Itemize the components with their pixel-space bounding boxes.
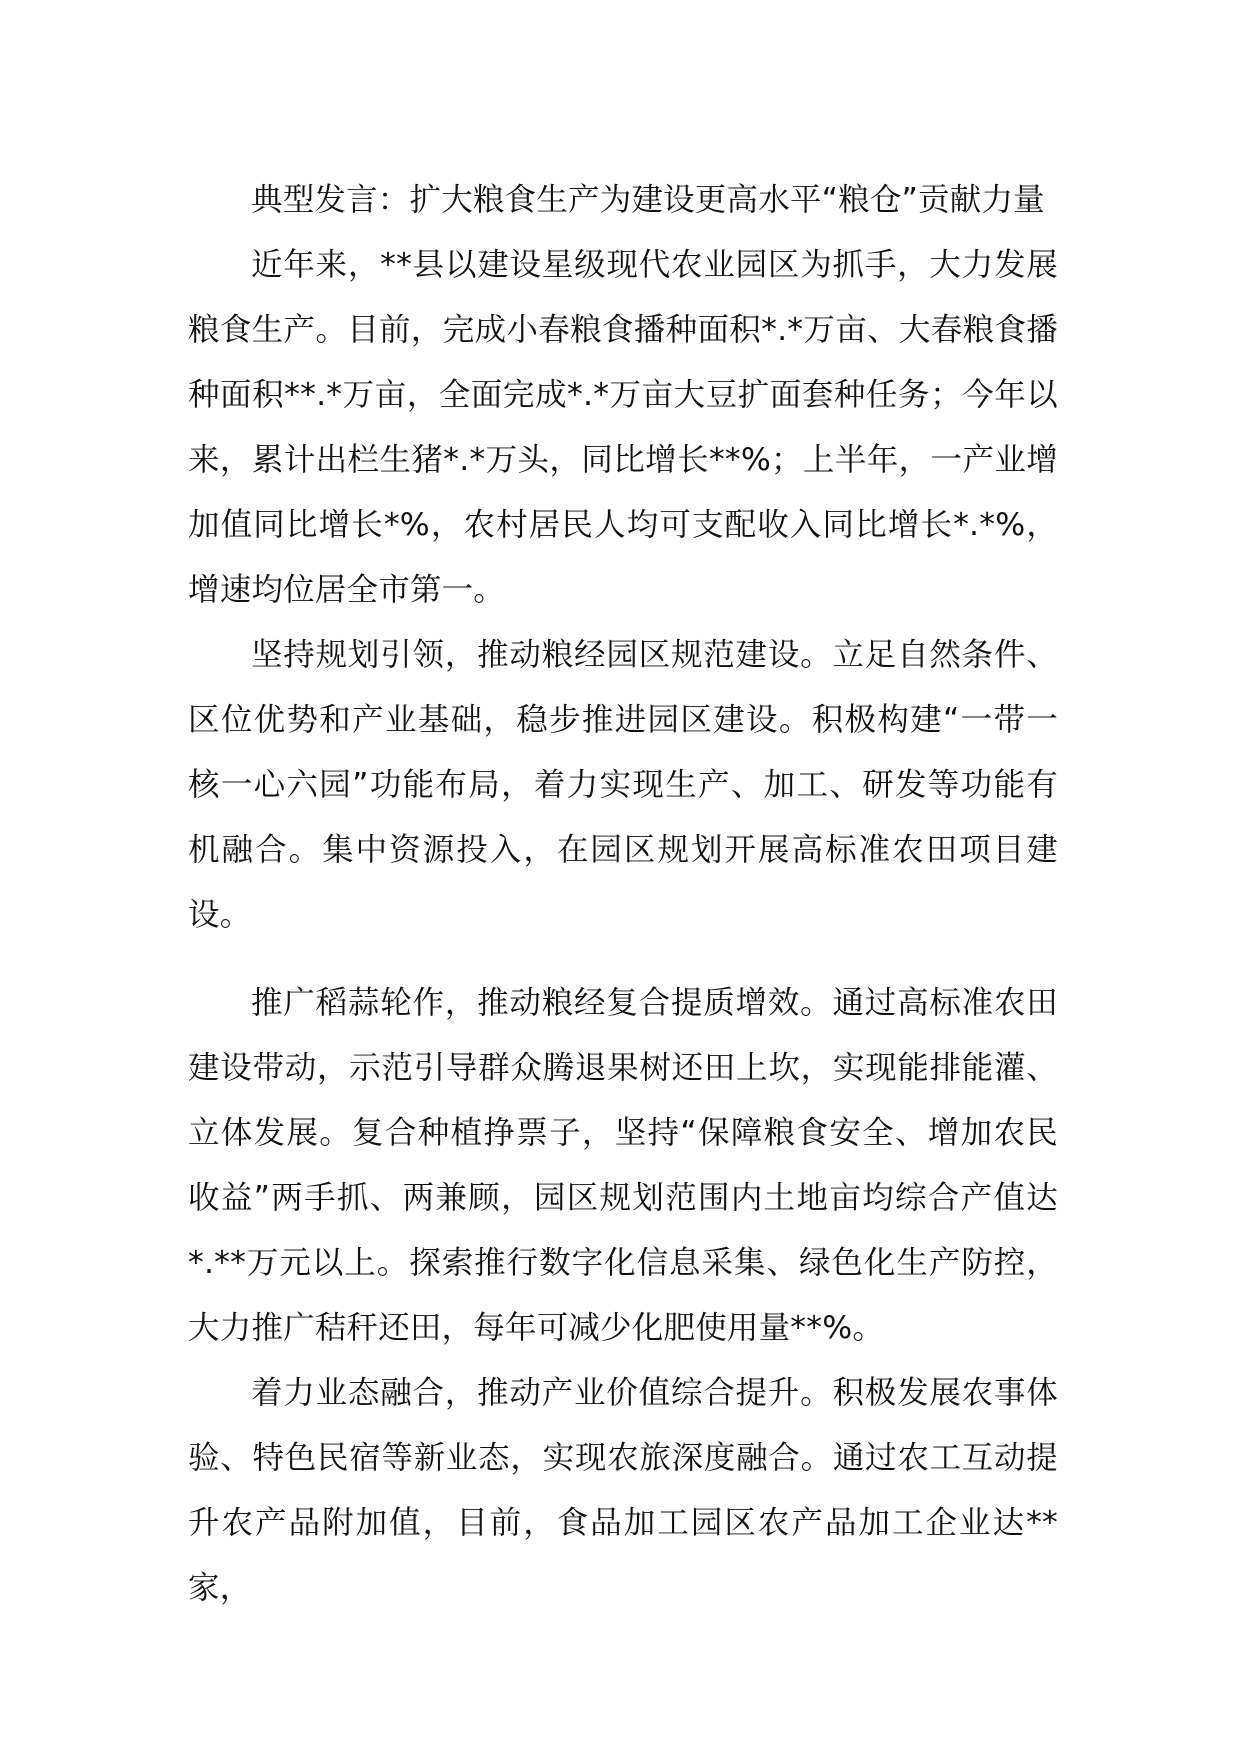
paragraph-integration: 着力业态融合，推动产业价值综合提升。积极发展农事体验、特色民宿等新业态，实现农旅深度融合。通过农工互动提升农产品附加值，目前，食品加工园区农产品加工企业达**家， [188,1375,1058,1606]
document-body [188,168,1058,1621]
document-title: 典型发言：扩大粮食生产为建设更高水平“粮仓”贡献力量 [251,182,1045,218]
paragraph-intro: 近年来，**县以建设星级现代农业园区为抓手，大力发展粮食生产。目前，完成小春粮食播种面积*.*万亩、大春粮食播种面积**.*万亩，全面完成*.*万亩大豆扩面套种任务；今年以来，累计出栏生猪*.*万头，同比增长**%；上半年，一产业增加值同比增长*%，农村居民人均可支配收入同比增长*.*%，增速均位居全市第一。 [188,247,1058,608]
paragraph-rotation: 推广稻蒜轮作，推动粮经复合提质增效。通过高标准农田建设带动，示范引导群众腾退果树还田上坎，实现能排能灌、立体发展。复合种植挣票子，坚持“保障粮食安全、增加农民收益”两手抓、两兼顾，园区规划范围内土地亩均综合产值达*.**万元以上。探索推行数字化信息采集、绿色化生产防控，大力推广秸秆还田，每年可减少化肥使用量**%。 [188,985,1058,1346]
paragraph-planning: 坚持规划引领，推动粮经园区规范建设。立足自然条件、区位优势和产业基础，稳步推进园区建设。积极构建“一带一核一心六园”功能布局，着力实现生产、加工、研发等功能有机融合。集中资源投入，在园区规划开展高标准农田项目建设。 [188,637,1058,933]
